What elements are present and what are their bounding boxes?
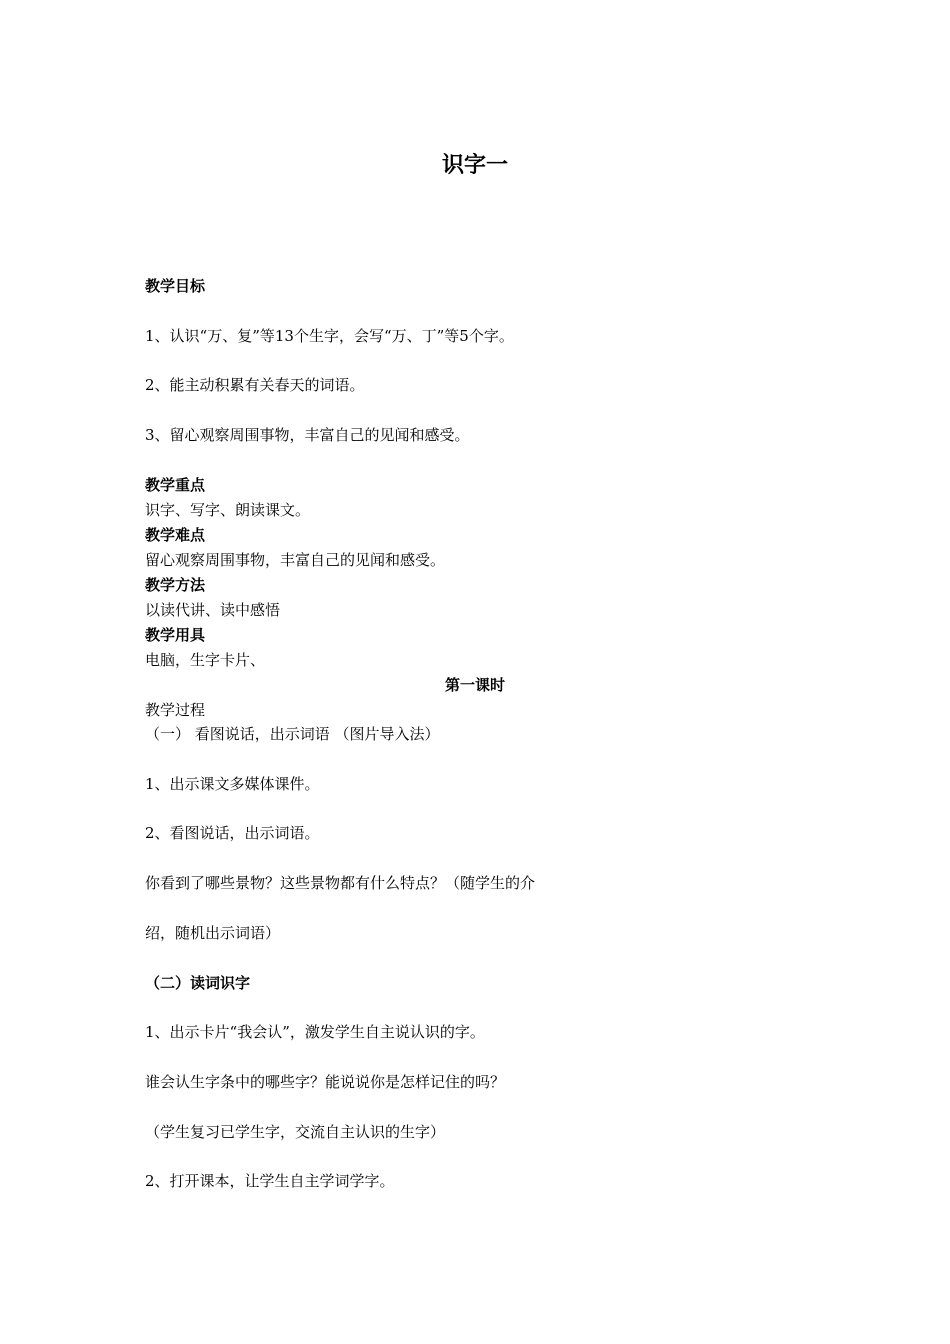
document-title: 识字一 bbox=[441, 153, 508, 178]
tools-heading: 教学用具 bbox=[145, 626, 206, 644]
section2-item: 1、出示卡片“我会认”，激发学生自主说认识的字。 bbox=[145, 1023, 485, 1041]
lesson-heading: 第一课时 bbox=[444, 676, 505, 694]
section1-item: 2、看图说话，出示词语。 bbox=[145, 824, 320, 842]
method-text: 以读代讲、读中感悟 bbox=[145, 601, 281, 619]
difficulty-heading: 教学难点 bbox=[145, 526, 206, 544]
goal-item: 2、能主动积累有关春天的词语。 bbox=[145, 376, 365, 394]
section1-item: 你看到了哪些景物？这些景物都有什么特点？（随学生的介 bbox=[145, 874, 536, 892]
process-heading: 教学过程 bbox=[145, 701, 206, 719]
section2-heading: （二）读词识字 bbox=[145, 974, 251, 992]
section2-item: （学生复习已学生字，交流自主认识的生字） bbox=[145, 1123, 446, 1141]
key-text: 识字、写字、朗读课文。 bbox=[145, 501, 311, 519]
goals-heading: 教学目标 bbox=[145, 277, 206, 295]
difficulty-text: 留心观察周围事物，丰富自己的见闻和感受。 bbox=[145, 551, 446, 569]
goal-item: 3、留心观察周围事物，丰富自己的见闻和感受。 bbox=[145, 426, 470, 444]
method-heading: 教学方法 bbox=[145, 576, 206, 594]
key-heading: 教学重点 bbox=[145, 476, 206, 494]
section1-item: 1、出示课文多媒体课件。 bbox=[145, 775, 320, 793]
section2-item: 谁会认生字条中的哪些字？能说说你是怎样记住的吗？ bbox=[145, 1073, 506, 1091]
section1-item: 绍，随机出示词语） bbox=[145, 924, 281, 942]
goal-item: 1、认识“万、复”等13个生字，会写“万、丁”等5个字。 bbox=[145, 327, 514, 345]
tools-text: 电脑，生字卡片、 bbox=[145, 651, 266, 669]
section1-heading: （一） 看图说话，出示词语 （图片导入法） bbox=[145, 725, 440, 743]
section2-item: 2、打开课本，让学生自主学词学字。 bbox=[145, 1172, 395, 1190]
